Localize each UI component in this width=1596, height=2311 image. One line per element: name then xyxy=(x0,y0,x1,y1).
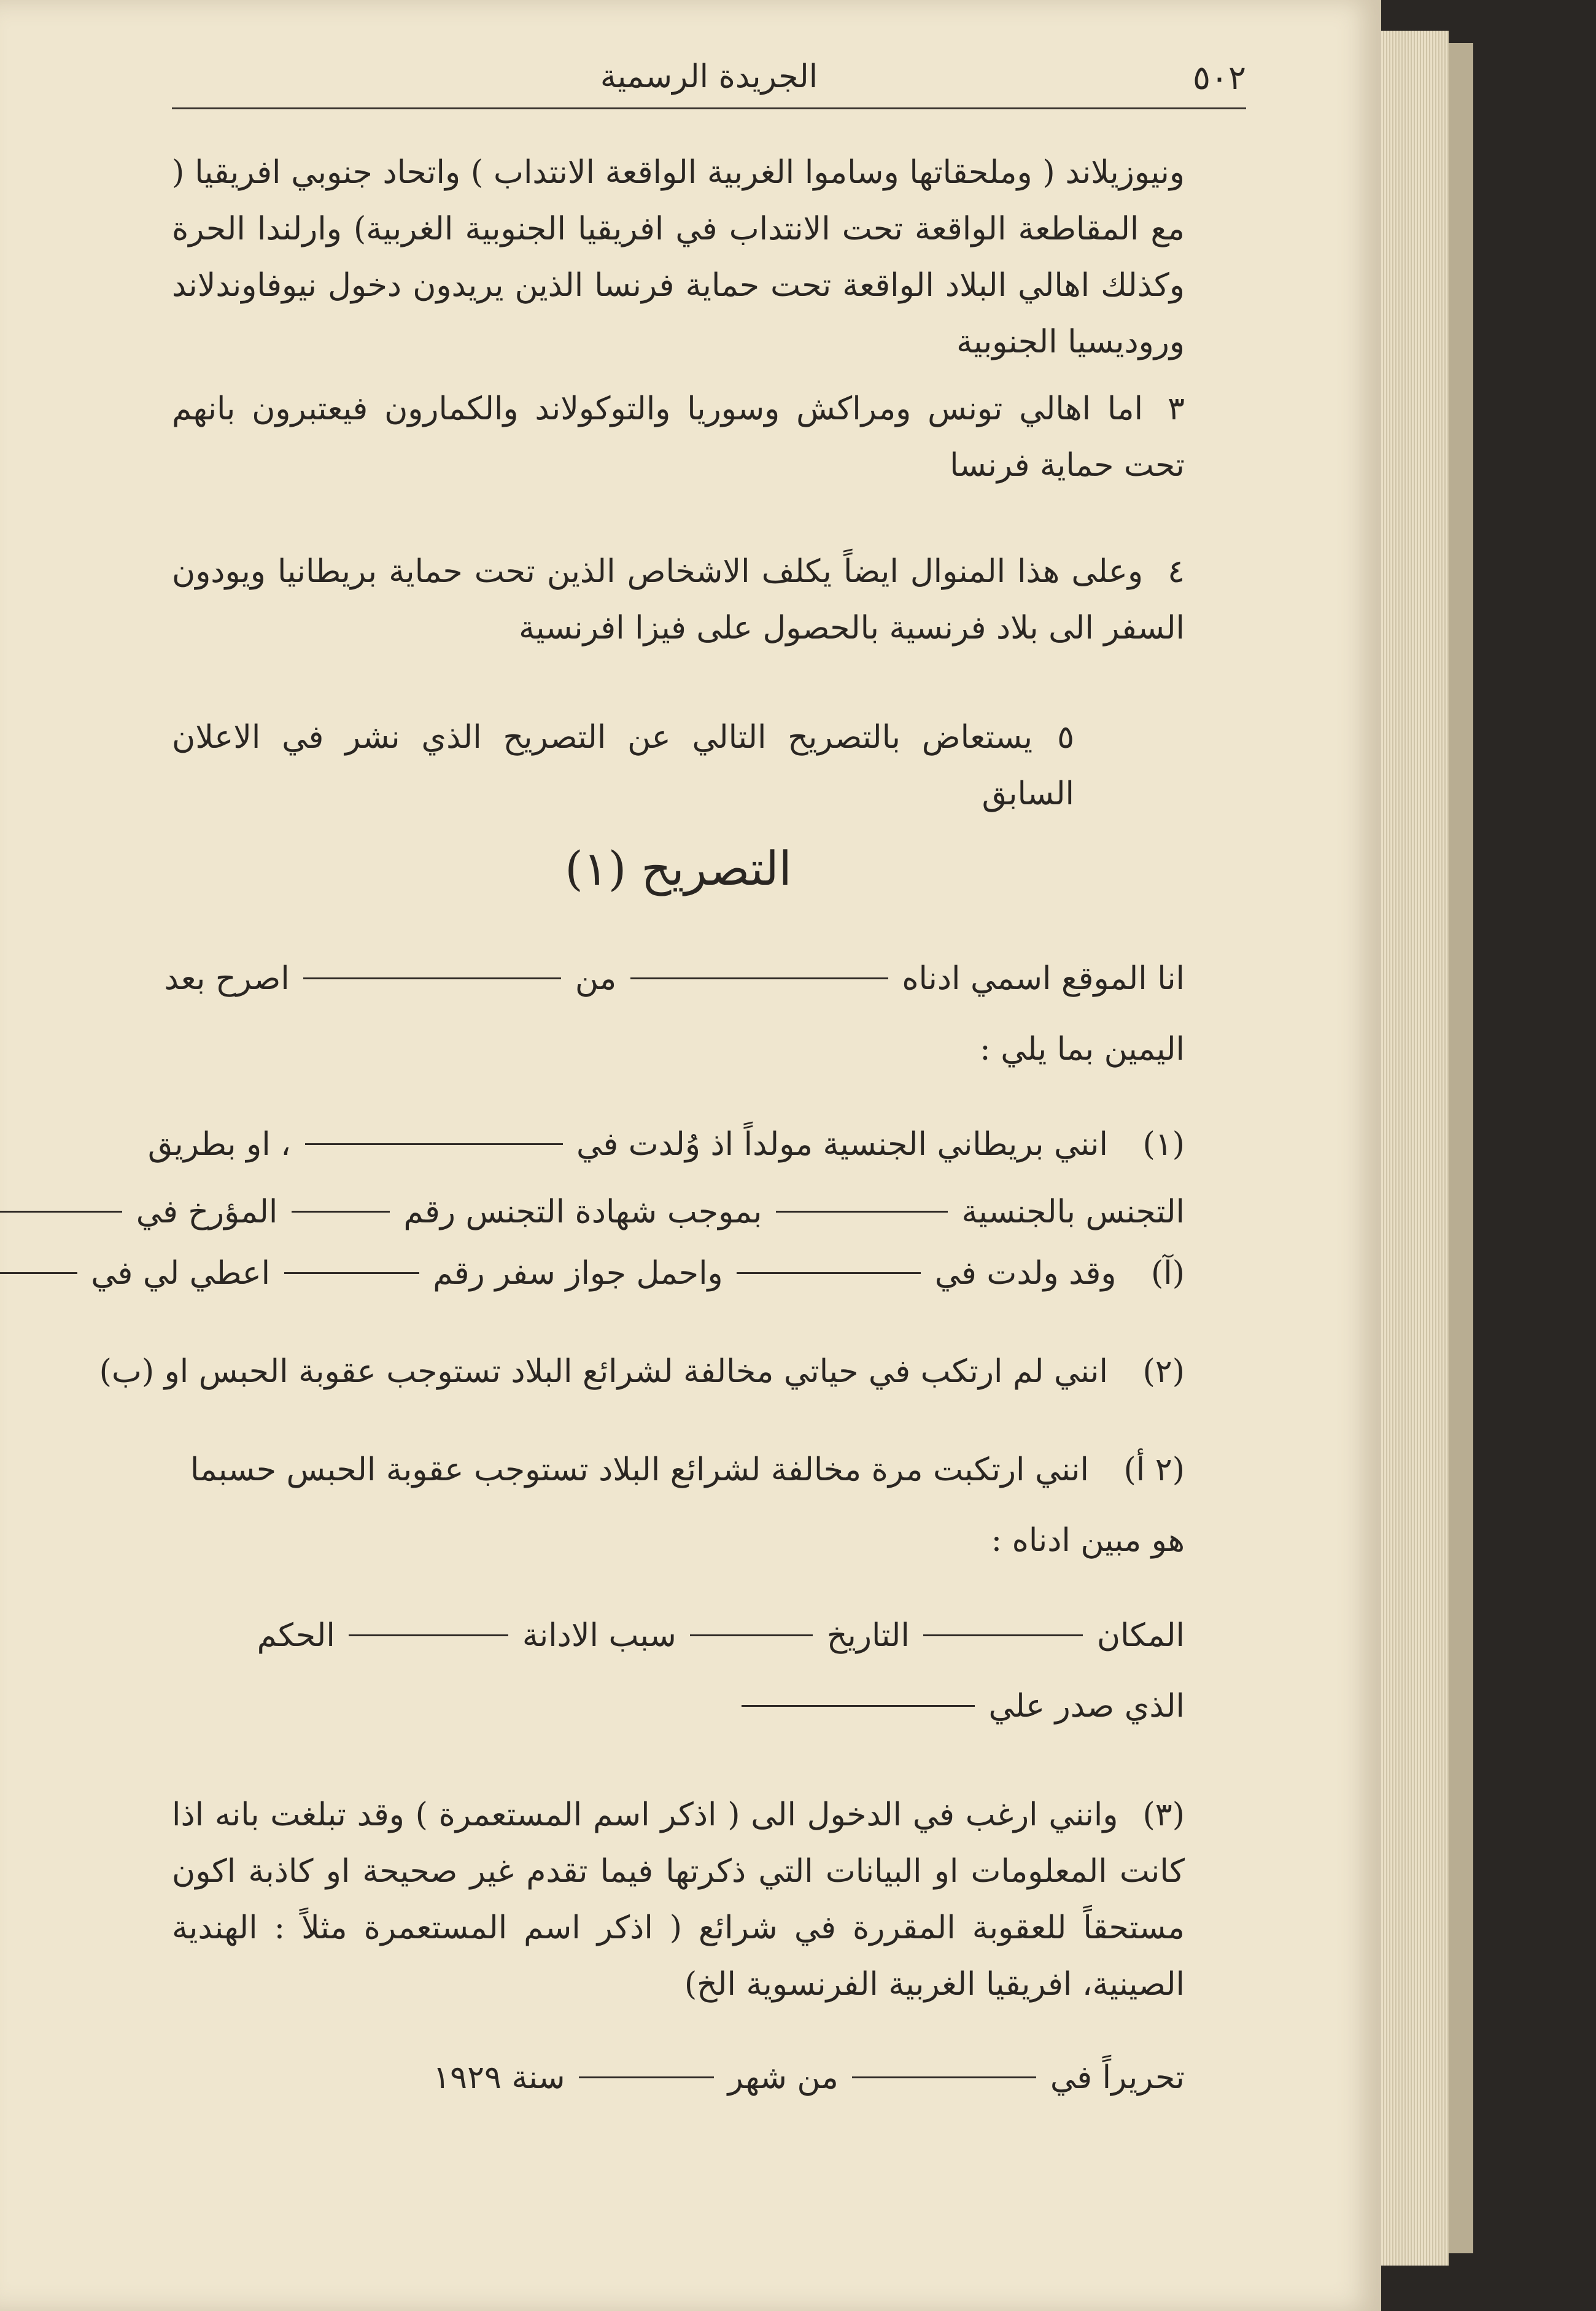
form-label: اليمين بما يلي : xyxy=(980,1030,1185,1068)
form-label: المؤرخ في xyxy=(136,1193,278,1230)
item-number: (٢ أ) xyxy=(1123,1451,1185,1488)
declaration-intro-continued xyxy=(166,1028,1185,1084)
blank-line xyxy=(349,1634,508,1636)
declaration-item-2a-continued xyxy=(166,1520,1185,1575)
blank-line xyxy=(630,977,888,979)
paragraph-number: ٥ xyxy=(1057,719,1074,756)
blank-line xyxy=(742,1705,975,1707)
paragraph-text: يستعاض بالتصريح التالي عن التصريح الذي نشر في الاعلان السابق xyxy=(172,719,1074,812)
declaration-heading: التصريح (١) xyxy=(565,841,792,896)
form-label: انني لم ارتكب في حياتي مخالفة لشرائع البلاد تستوجب عقوبة الحبس او (ب) xyxy=(99,1353,1108,1390)
paragraph-number: ٣ xyxy=(1168,390,1185,427)
form-label: وقد ولدت في xyxy=(934,1254,1117,1292)
blank-line xyxy=(0,1272,77,1274)
issued-by-line xyxy=(166,1685,1185,1741)
form-label: هو مبين ادناه : xyxy=(991,1521,1185,1559)
form-label: الحكم xyxy=(257,1617,335,1654)
blank-line xyxy=(579,2076,714,2078)
form-label: انا الموقع اسمي ادناه xyxy=(902,960,1185,997)
form-label: من xyxy=(575,960,617,997)
form-label: اعطي لي في xyxy=(91,1254,271,1292)
declaration-item-2 xyxy=(99,1351,1185,1406)
form-label: ، او بطريق xyxy=(147,1125,291,1163)
form-label: المكان xyxy=(1096,1617,1185,1654)
blank-line xyxy=(690,1634,813,1636)
form-label: انني بريطاني الجنسية مولداً اذ وُلدت في xyxy=(576,1125,1108,1163)
conviction-fields-line xyxy=(166,1615,1185,1670)
blank-line xyxy=(305,1143,563,1145)
declaration-item-1 xyxy=(147,1124,1185,1179)
declaration-item-3 xyxy=(172,1787,1185,2013)
signature-date-line xyxy=(166,2057,1185,2112)
paragraph-continued: ونيوزيلاند ( وملحقاتها وساموا الغربية الواقعة الانتداب ) واتحاد جنوبي افريقيا ( مع المقاطعة الواقعة تحت الانتداب في افريقيا الجنوبية الغربية) وارلندا الحرة وكذلك اهالي البلاد الواقعة تحت حماية فرنسا الذين يريدون دخول نيوفاوندلاند وروديسيا الجنوبية xyxy=(172,154,1185,360)
blank-line xyxy=(303,977,561,979)
paragraph-text: وانني ارغب في الدخول الى ( اذكر اسم المستعمرة ) وقد تبلغت بانه اذا كانت المعلومات او البيانات التي ذكرتها فيما تقدم غير صحيحة او كاذبة اكون مستحقاً للعقوبة المقررة في شرائع ( اذكر اسم المستعمرة مثلاً : الهندية الصينية، افريقيا الغربية الفرنسوية الخ) xyxy=(172,1796,1185,2003)
paragraph-text: اما اهالي تونس ومراكش وسوريا والتوكولاند والكمارون فيعتبرون بانهم تحت حماية فرنسا xyxy=(172,390,1185,484)
blank-line xyxy=(284,1272,419,1274)
blank-line xyxy=(0,1211,122,1213)
paragraph-text: وعلى هذا المنوال ايضاً يكلف الاشخاص الذين تحت حماية بريطانيا ويودون السفر الى بلاد فرنسية بالحصول على فيزا افرنسية xyxy=(172,553,1185,647)
book-cover-edge xyxy=(1449,43,1473,2253)
blank-line xyxy=(292,1211,390,1213)
page-header xyxy=(172,58,1246,109)
form-label: تحريراً في xyxy=(1050,2059,1185,2096)
paragraph-4 xyxy=(172,543,1185,656)
item-number: (آ) xyxy=(1150,1254,1185,1292)
item-number: (٢) xyxy=(1142,1353,1185,1390)
item-number: (١) xyxy=(1142,1125,1185,1163)
blank-line xyxy=(852,2076,1036,2078)
form-label: الذي صدر علي xyxy=(988,1687,1185,1725)
form-label: من شهر xyxy=(727,2059,839,2096)
declaration-intro-line xyxy=(166,958,1185,1013)
declaration-item-a xyxy=(91,1253,1185,1308)
form-label: اصرح بعد xyxy=(164,960,290,997)
form-label: انني ارتكبت مرة مخالفة لشرائع البلاد تستوجب عقوبة الحبس حسبما xyxy=(190,1451,1089,1488)
form-label: سنة ١٩٢٩ xyxy=(433,2059,565,2096)
paragraph-3 xyxy=(172,381,1185,494)
item-number: (٣) xyxy=(1142,1796,1185,1833)
paragraph-5 xyxy=(172,709,1185,822)
declaration-item-1-continued xyxy=(136,1191,1185,1246)
page-stack-edge xyxy=(1381,31,1449,2266)
form-label: التجنس بالجنسية xyxy=(961,1193,1185,1230)
blank-line xyxy=(776,1211,948,1213)
form-label: واحمل جواز سفر رقم xyxy=(433,1254,723,1292)
form-label: التاريخ xyxy=(826,1617,910,1654)
form-label: سبب الادانة xyxy=(522,1617,676,1654)
form-label: بموجب شهادة التجنس رقم xyxy=(403,1193,762,1230)
page-number: ٥٠٢ xyxy=(1192,58,1246,97)
paragraph-number: ٤ xyxy=(1168,553,1185,590)
blank-line xyxy=(737,1272,921,1274)
page-title: الجريدة الرسمية xyxy=(600,58,818,95)
blank-line xyxy=(923,1634,1083,1636)
declaration-item-2a xyxy=(166,1449,1185,1504)
